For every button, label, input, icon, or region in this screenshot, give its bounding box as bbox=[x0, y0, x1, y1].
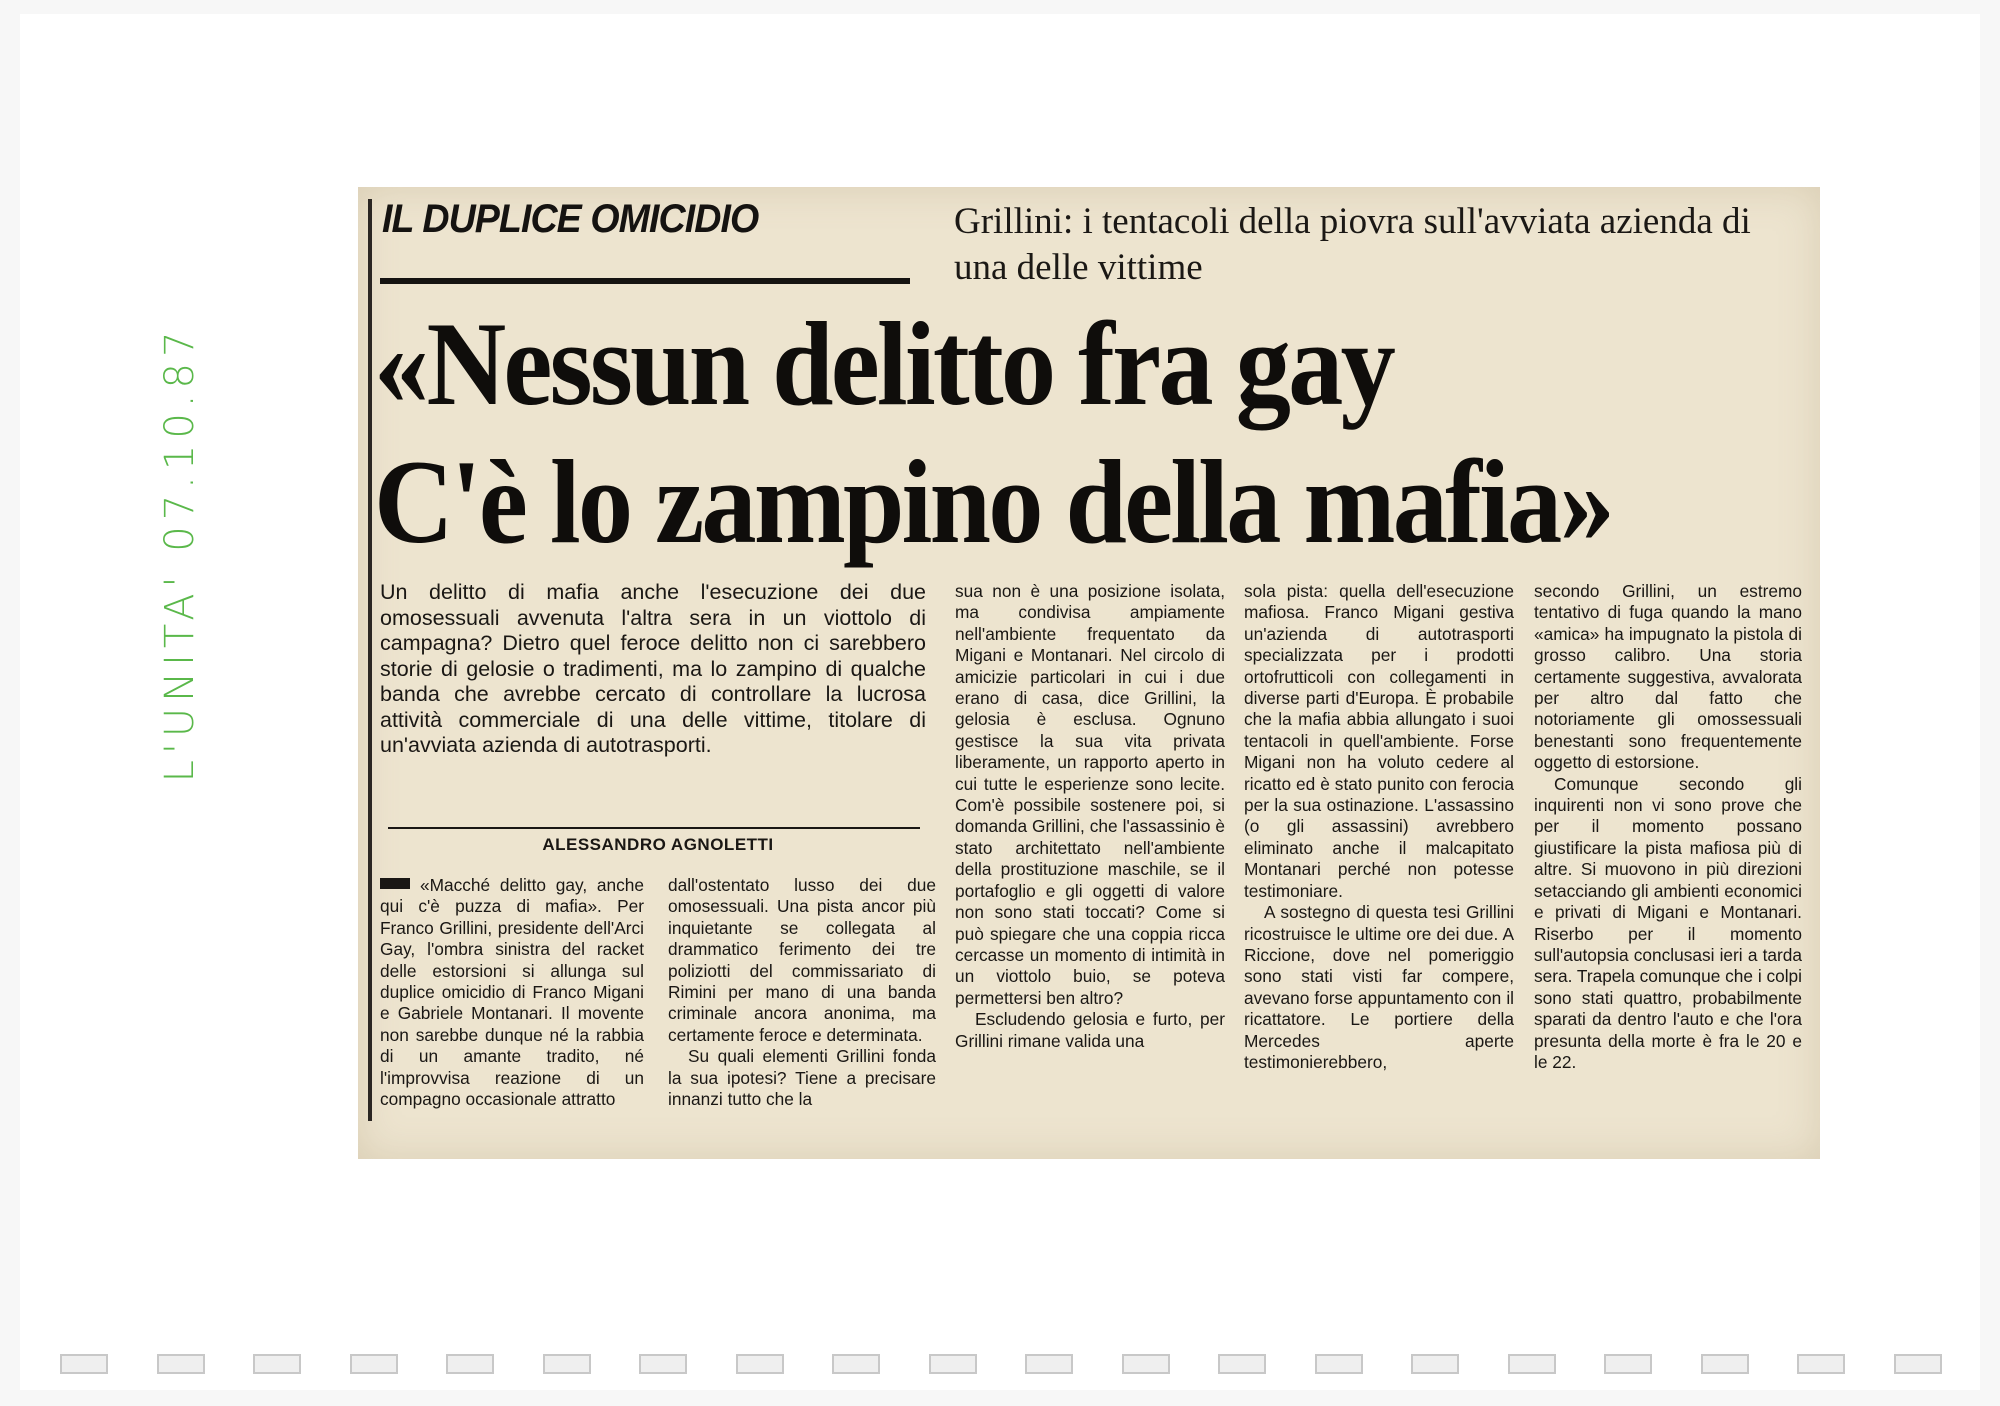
binder-hole bbox=[1025, 1354, 1073, 1374]
binder-hole bbox=[1701, 1354, 1749, 1374]
paragraph-text: «Macché delitto gay, anche qui c'è puzza di mafia». Per Franco Grillini, presidente dell'Arci Gay, l'ombra sinistra del racket delle estorsioni si allunga sul duplice omicidio di Franco Migani e Gabriele Montanari. Il movente non sarebbe dunque né la rabbia di un amante tradito, né l'improvvisa reazione di un compagno occasionale attratto bbox=[380, 875, 644, 1110]
binder-hole bbox=[929, 1354, 977, 1374]
handwritten-date-note bbox=[140, 324, 220, 784]
article-lede: Un delitto di mafia anche l'esecuzione dei due omosessuali avvenuta l'altra sera in un viottolo di campagna? Dietro quel feroce delitto non ci sarebbero storie di gelosie o tradimenti, ma lo zampino di qualche banda che avrebbe cercato di controllare la lucrosa attività commerciale di una delle vittime, titolare di un'avviata azienda di autotrasporti. bbox=[380, 580, 926, 757]
paragraph: Comunque secondo gli inquirenti non vi sono prove che per il momento possano giustificare la pista mafiosa più di altre. Si muovono in più direzioni setacciando gli ambienti economici e privati di Migani e Montanari. Riserbo per il momento sull'autopsia conclusasi ieri a tarda sera. Trapela comunque che i colpi sono stati quattro, probabilmente sparati da dentro l'auto e che l'ora presunta della morte è fra le 20 e le 22. bbox=[1534, 773, 1803, 1072]
binder-holes-strip bbox=[60, 1354, 1980, 1378]
headline-line-2: C'è lo zampino della mafia» bbox=[374, 435, 1612, 568]
binder-hole bbox=[1218, 1354, 1266, 1374]
paragraph: secondo Grillini, un estremo tentativo di fuga quando la mano «amica» ha impugnato la pistola di grosso calibro. Una storia certamente suggestiva, avvalorata per altro dal fatto che notoriamente gli omossessuali benestanti sono frequentemente oggetto di estorsione. bbox=[1534, 581, 1802, 773]
binder-hole bbox=[60, 1354, 108, 1374]
binder-hole bbox=[1315, 1354, 1363, 1374]
column-rule bbox=[368, 199, 372, 1121]
body-column-5 bbox=[1534, 581, 1802, 1073]
binder-hole bbox=[736, 1354, 784, 1374]
headline-line-1: «Nessun delitto fra gay bbox=[374, 297, 1394, 430]
article-kicker: IL DUPLICE OMICIDIO bbox=[382, 197, 759, 241]
binder-hole bbox=[446, 1354, 494, 1374]
binder-hole bbox=[253, 1354, 301, 1374]
byline-rule bbox=[388, 827, 920, 829]
binder-hole bbox=[157, 1354, 205, 1374]
article-subhead: Grillini: i tentacoli della piovra sull'avviata azienda di una delle vittime bbox=[954, 201, 1751, 288]
binder-hole bbox=[639, 1354, 687, 1374]
paragraph: A sostegno di questa tesi Grillini ricostruisce le ultime ore dei due. A Riccione, dove nel pomeriggio sono stati visti far compere, avevano forse appuntamento con il ricattatore. Le portiere della Mercedes aperte testimonierebbero, bbox=[1244, 902, 1514, 1072]
paragraph: Su quali elementi Grillini fonda la sua ipotesi? Tiene a precisare innanzi tutto che la bbox=[668, 1046, 936, 1110]
binder-hole bbox=[1604, 1354, 1652, 1374]
binder-hole bbox=[832, 1354, 880, 1374]
body-column-3 bbox=[955, 581, 1225, 1052]
paragraph: sua non è una posizione isolata, ma condivisa ampiamente nell'ambiente frequentato da Migani e Montanari. Nel circolo di amicizie particolari in cui i due erano di casa, dice Grillini, la gelosia è esclusa. Ognuno gestisce la sua vita privata liberamente, un rapporto aperto in cui tutte le esperienze sono lecite. Com'è possibile sostenere poi, si domanda Grillini, che l'assassinio è stato architettato nell'ambiente della prostituzione maschile, se il portafoglio e gli oggetti di valore non sono stati toccati? Come si può spiegare che una coppia ricca cercasse un momento di intimità in un viottolo buio, se poteva permettersi ben altro? bbox=[955, 581, 1225, 1008]
newspaper-clipping bbox=[358, 187, 1820, 1159]
paragraph: sola pista: quella dell'esecuzione mafiosa. Franco Migani gestiva un'azienda di autotrasporti specializzata per i prodotti ortofrutticoli con collegamenti in diverse parti d'Europa. È probabile che la mafia abbia allungato i suoi tentacoli in quell'ambiente. Forse Migani non ha voluto cedere al ricatto ed è stato punito con ferocia per la sua ostinazione. L'assassino (o gli assassini) avrebbero eliminato anche il malcapitato Montanari perché non potesse testimoniare. bbox=[1244, 581, 1514, 901]
article-headline bbox=[374, 295, 1814, 571]
kicker-underline bbox=[380, 278, 910, 284]
paragraph: Escludendo gelosia e furto, per Grillini rimane valida una bbox=[955, 1009, 1225, 1051]
binder-hole bbox=[350, 1354, 398, 1374]
binder-hole bbox=[543, 1354, 591, 1374]
body-column-1 bbox=[380, 875, 644, 1110]
paragraph bbox=[380, 875, 644, 1110]
body-column-2 bbox=[668, 875, 936, 1110]
article-byline: ALESSANDRO AGNOLETTI bbox=[542, 835, 774, 854]
start-marker-icon bbox=[380, 878, 410, 889]
handwritten-note-text: L'UNITA' 07.10.87 bbox=[157, 325, 203, 783]
binder-hole bbox=[1508, 1354, 1556, 1374]
binder-hole bbox=[1411, 1354, 1459, 1374]
binder-hole bbox=[1122, 1354, 1170, 1374]
scanned-page bbox=[20, 14, 1980, 1390]
body-column-4 bbox=[1244, 581, 1514, 1073]
paragraph: dall'ostentato lusso dei due omosessuali. Una pista ancor più inquietante se collegata al drammatico ferimento dei tre poliziotti del commissariato di Rimini per mano di una banda criminale ancora anonima, ma certamente feroce e determinata. bbox=[668, 875, 936, 1045]
binder-hole bbox=[1894, 1354, 1942, 1374]
binder-hole bbox=[1797, 1354, 1845, 1374]
